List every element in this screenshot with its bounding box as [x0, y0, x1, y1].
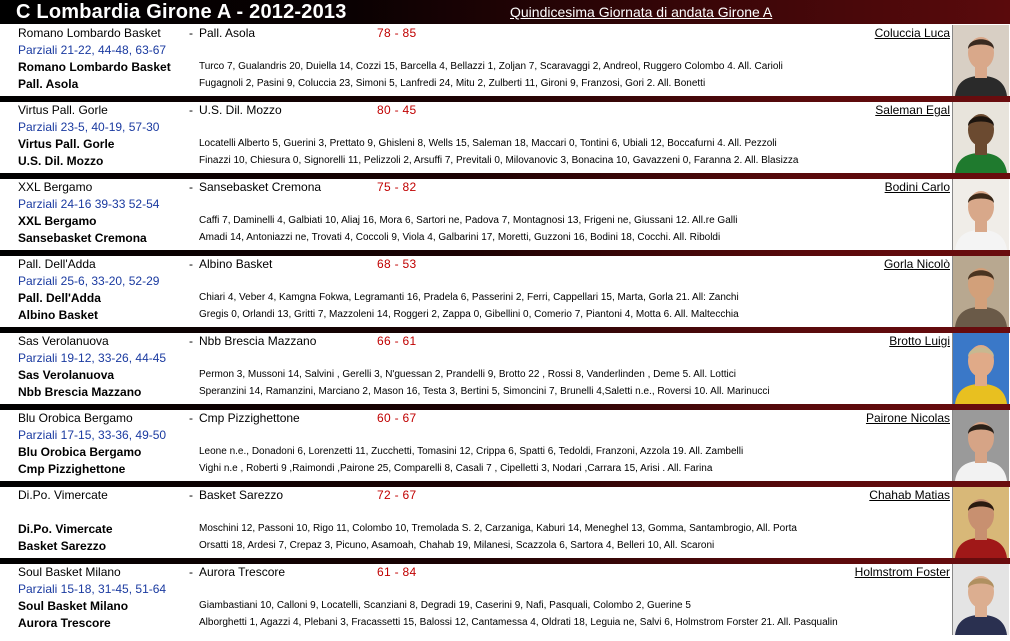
player-portrait-icon	[953, 487, 1009, 558]
away-team-name: Aurora Trescore	[18, 616, 111, 630]
away-roster: Gregis 0, Orlandi 13, Gritti 7, Mazzoleni 14, Roggeri 2, Zappa 0, Gibellini 0, Comerio 7, Piantoni 4, Motta 6. All. Maltecchia	[199, 309, 739, 320]
player-portrait-icon	[953, 179, 1009, 250]
featured-player-link[interactable]: Pairone Nicolas	[865, 411, 950, 425]
quarter-partials: Parziali 15-18, 31-45, 51-64	[18, 582, 167, 596]
home-team-name: Blu Orobica Bergamo	[18, 445, 142, 459]
away-team: Nbb Brescia Mazzano	[199, 334, 317, 348]
away-roster: Orsatti 18, Ardesi 7, Crepaz 3, Picuno, Asamoah, Chahab 19, Milanesi, Scazzola 6, Sartora 4, Belleri 10, All. Scaroni	[199, 540, 715, 551]
player-photo	[952, 25, 1009, 96]
final-score: 61 - 84	[377, 565, 417, 579]
home-team-name: Pall. Dell'Adda	[18, 291, 101, 305]
player-photo	[952, 102, 1009, 173]
away-team-name: Albino Basket	[18, 308, 99, 322]
quarter-partials: Parziali 25-6, 33-20, 52-29	[18, 274, 160, 288]
player-portrait-icon	[953, 25, 1009, 96]
quarter-partials: Parziali 19-12, 33-26, 44-45	[18, 351, 167, 365]
quarter-partials: Parziali 21-22, 44-48, 63-67	[18, 43, 167, 57]
quarter-partials: Parziali 23-5, 40-19, 57-30	[18, 120, 160, 134]
away-team-name: Sansebasket Cremona	[18, 231, 147, 245]
home-team-name: Soul Basket Milano	[18, 599, 129, 613]
home-roster: Chiari 4, Veber 4, Kamgna Fokwa, Legramanti 16, Pradela 6, Passerini 2, Ferri, Cappellari 15, Marta, Gorla 21. All: Zanchi	[199, 292, 739, 303]
home-team-name: Virtus Pall. Gorle	[18, 137, 115, 151]
away-roster: Alborghetti 1, Agazzi 4, Plebani 3, Fracassetti 15, Balossi 12, Cantamessa 4, Oldrati 18, Leguia ne, Salvi 6, Holmstrom Forster 21. All. Pasqualin	[199, 617, 838, 628]
away-team: Cmp Pizzighettone	[199, 411, 300, 425]
quarter-partials: Parziali 24-16 39-33 52-54	[18, 197, 160, 211]
match-row	[0, 25, 1010, 102]
match-row	[0, 487, 1010, 564]
match-row	[0, 333, 1010, 410]
final-score: 68 - 53	[377, 257, 417, 271]
final-score: 66 - 61	[377, 334, 417, 348]
home-team: Sas Verolanuova	[18, 334, 109, 348]
versus-dash: -	[189, 488, 193, 502]
player-portrait-icon	[953, 410, 1009, 481]
player-photo	[952, 333, 1009, 404]
match-row	[0, 179, 1010, 256]
home-team-name: Sas Verolanuova	[18, 368, 115, 382]
quarter-partials: Parziali 17-15, 33-36, 49-50	[18, 428, 167, 442]
away-team: U.S. Dil. Mozzo	[199, 103, 282, 117]
versus-dash: -	[189, 180, 193, 194]
home-team-name: XXL Bergamo	[18, 214, 97, 228]
round-link[interactable]: Quindicesima Giornata di andata Girone A	[510, 4, 773, 20]
away-team: Sansebasket Cremona	[199, 180, 322, 194]
home-team: Virtus Pall. Gorle	[18, 103, 108, 117]
match-row	[0, 410, 1010, 487]
away-roster: Amadi 14, Antoniazzi ne, Trovati 4, Coccoli 9, Viola 4, Galbarini 17, Moretti, Guzzoni 16, Bodini 18, Cocchi. All. Riboldi	[199, 232, 721, 243]
away-roster: Speranzini 14, Ramanzini, Marciano 2, Mason 16, Testa 3, Bertini 5, Simoncini 7, Brunelli 4,Saletti n.e., Roversi 10. All. Marinucci	[199, 386, 770, 397]
versus-dash: -	[189, 334, 193, 348]
away-roster: Fugagnoli 2, Pasini 9, Coluccia 23, Simoni 5, Lanfredi 24, Mitu 2, Zulberti 11, Gironi 9, Franzosi, Gori 2. All. Bonetti	[199, 78, 706, 89]
featured-player-link[interactable]: Holmstrom Foster	[854, 565, 950, 579]
home-team: Soul Basket Milano	[18, 565, 121, 579]
home-roster: Locatelli Alberto 5, Guerini 3, Prettato 9, Ghisleni 8, Wells 15, Saleman 18, Maccari 0, Tontini 6, Ubiali 12, Boccafurni 4. All. Pezzoli	[199, 138, 777, 149]
final-score: 80 - 45	[377, 103, 417, 117]
final-score: 78 - 85	[377, 26, 417, 40]
versus-dash: -	[189, 411, 193, 425]
home-team: Pall. Dell'Adda	[18, 257, 96, 271]
home-roster: Moschini 12, Passoni 10, Rigo 11, Colombo 10, Tremolada S. 2, Carzaniga, Kaburi 14, Meneghel 13, Gomma, Santambrogio, All. Porta	[199, 523, 797, 534]
home-team: Romano Lombardo Basket	[18, 26, 161, 40]
player-portrait-icon	[953, 102, 1009, 173]
featured-player-link[interactable]: Saleman Egal	[875, 103, 950, 117]
final-score: 72 - 67	[377, 488, 417, 502]
away-roster: Vighi n.e , Roberti 9 ,Raimondi ,Pairone 25, Comparelli 8, Casali 7 , Cipelletti 3, Nodari ,Carrara 15, Arisi . All. Farina	[199, 463, 713, 474]
player-photo	[952, 179, 1009, 250]
away-team-name: Basket Sarezzo	[18, 539, 107, 553]
player-photo	[952, 564, 1009, 635]
versus-dash: -	[189, 565, 193, 579]
player-photo	[952, 410, 1009, 481]
versus-dash: -	[189, 257, 193, 271]
away-team: Pall. Asola	[199, 26, 256, 40]
versus-dash: -	[189, 103, 193, 117]
home-roster: Caffi 7, Daminelli 4, Galbiati 10, Aliaj 16, Mora 6, Sartori ne, Padova 7, Montagnosi 13, Frigeni ne, Giussani 12. All.re Galli	[199, 215, 738, 226]
versus-dash: -	[189, 26, 193, 40]
featured-player-link[interactable]: Bodini Carlo	[884, 180, 950, 194]
page-title: C Lombardia Girone A - 2012-2013	[16, 1, 347, 23]
final-score: 75 - 82	[377, 180, 417, 194]
home-team-name: Di.Po. Vimercate	[18, 522, 113, 536]
home-roster: Permon 3, Mussoni 14, Salvini , Gerelli 3, N'guessan 2, Prandelli 9, Brotto 22 , Rossi 8, Vanderlinden , Deme 5. All. Lottici	[199, 369, 736, 380]
away-roster: Finazzi 10, Chiesura 0, Signorelli 11, Pelizzoli 2, Arsuffi 7, Previtali 0, Milovanovic 3, Bonacina 10, Gavazzeni 0, Faranna 2. All. Blasizza	[199, 155, 799, 166]
featured-player-link[interactable]: Brotto Luigi	[889, 334, 950, 348]
away-team-name: Pall. Asola	[18, 77, 79, 91]
away-team: Aurora Trescore	[199, 565, 286, 579]
player-portrait-icon	[953, 256, 1009, 327]
away-team-name: Nbb Brescia Mazzano	[18, 385, 142, 399]
match-row	[0, 564, 1010, 641]
home-team: Blu Orobica Bergamo	[18, 411, 133, 425]
away-team-name: U.S. Dil. Mozzo	[18, 154, 104, 168]
home-roster: Leone n.e., Donadoni 6, Lorenzetti 11, Zucchetti, Tomasini 12, Crippa 6, Spatti 6, Tedoldi, Franzoni, Azzola 19. All. Zambelli	[199, 446, 744, 457]
featured-player-link[interactable]: Gorla Nicolò	[883, 257, 950, 271]
match-row	[0, 102, 1010, 179]
away-team: Basket Sarezzo	[199, 488, 284, 502]
featured-player-link[interactable]: Coluccia Luca	[874, 26, 950, 40]
home-roster: Giambastiani 10, Calloni 9, Locatelli, Scanziani 8, Degradi 19, Caserini 9, Nafi, Pasquali, Colombo 2, Guerine 5	[199, 600, 691, 611]
home-team: Di.Po. Vimercate	[18, 488, 108, 502]
match-row	[0, 256, 1010, 333]
player-photo	[952, 256, 1009, 327]
player-portrait-icon	[953, 564, 1009, 635]
header-bar	[0, 0, 1010, 24]
home-team-name: Romano Lombardo Basket	[18, 60, 171, 74]
final-score: 60 - 67	[377, 411, 417, 425]
home-roster: Turco 7, Gualandris 20, Duiella 14, Cozzi 15, Barcella 4, Bellazzi 1, Zoljan 7, Scaravaggi 2, Andreol, Ruggero Colombo 4. All. Carioli	[199, 61, 783, 72]
featured-player-link[interactable]: Chahab Matias	[869, 488, 950, 502]
home-team: XXL Bergamo	[18, 180, 93, 194]
player-photo	[952, 487, 1009, 558]
player-portrait-icon	[953, 333, 1009, 404]
away-team-name: Cmp Pizzighettone	[18, 462, 126, 476]
away-team: Albino Basket	[199, 257, 273, 271]
